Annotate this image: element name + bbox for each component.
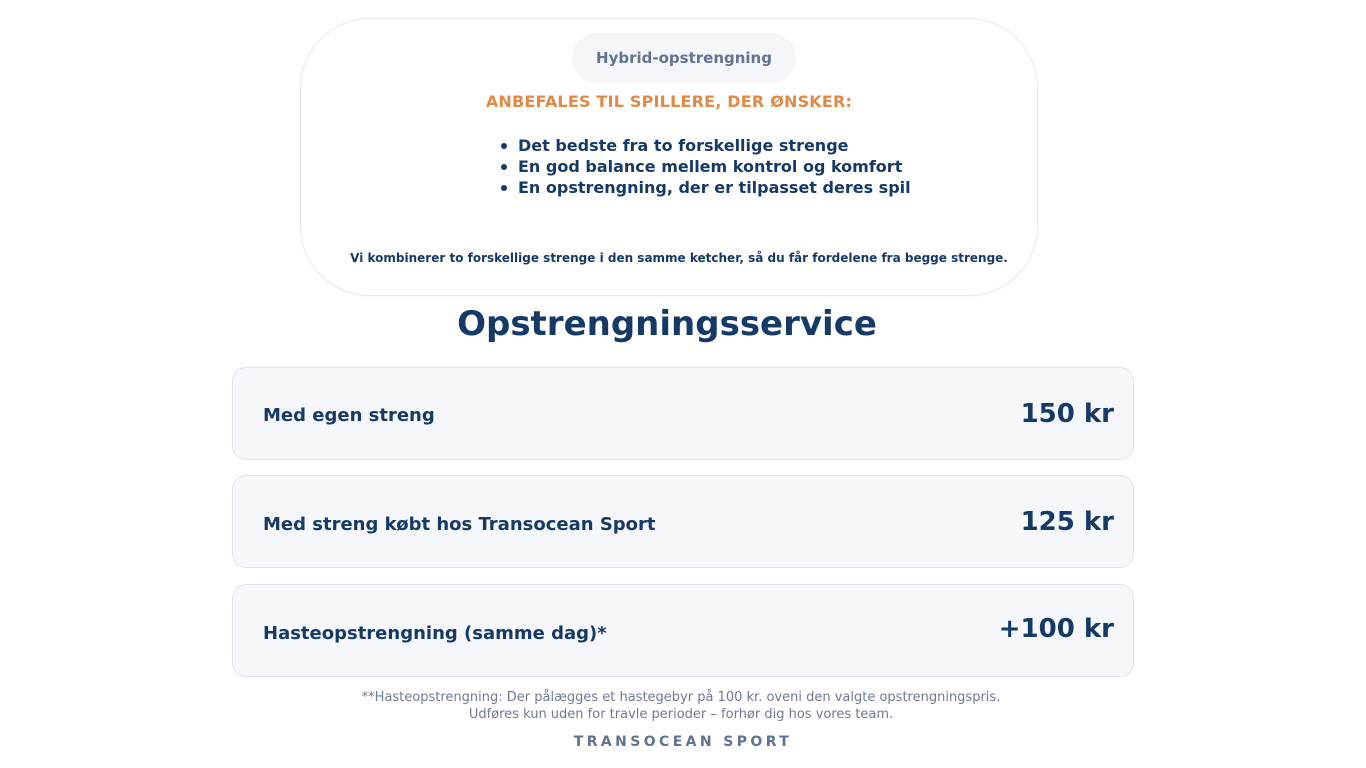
price-value: 125 kr	[1020, 507, 1114, 537]
price-value: 150 kr	[1020, 399, 1114, 429]
benefit-item: En opstrengning, der er tilpasset deres spil	[498, 177, 911, 198]
price-label: Med streng købt hos Transocean Sport	[263, 514, 656, 535]
brand-wordmark: TRANSOCEAN SPORT	[573, 734, 793, 750]
hybrid-description: Vi kombinerer to forskellige strenge i den samme ketcher, så du får fordelene fra begge strenge.	[350, 251, 1008, 265]
price-row-rush-stringing	[232, 584, 1134, 677]
availability-note: Udføres kun uden for travle perioder – forhør dig hos vores team.	[468, 707, 894, 722]
price-label: Hasteopstrengning (samme dag)*	[263, 623, 607, 644]
benefit-item: En god balance mellem kontrol og komfort	[498, 156, 911, 177]
price-label: Med egen streng	[263, 405, 435, 426]
price-value: +100 kr	[998, 614, 1114, 644]
benefits-list	[498, 135, 911, 198]
hybrid-stringing-card	[300, 18, 1038, 296]
hybrid-stringing-pill: Hybrid-opstrengning	[572, 33, 796, 83]
price-row-store-string	[232, 475, 1134, 568]
service-title: Opstrengningsservice	[457, 304, 877, 344]
recommend-heading: ANBEFALES TIL SPILLERE, DER ØNSKER:	[485, 92, 853, 111]
price-row-own-string	[232, 367, 1134, 460]
benefit-item: Det bedste fra to forskellige strenge	[498, 135, 911, 156]
rush-fee-note: **Hasteopstrengning: Der pålægges et hastegebyr på 100 kr. oveni den valgte opstrengningspris.	[361, 690, 1001, 705]
